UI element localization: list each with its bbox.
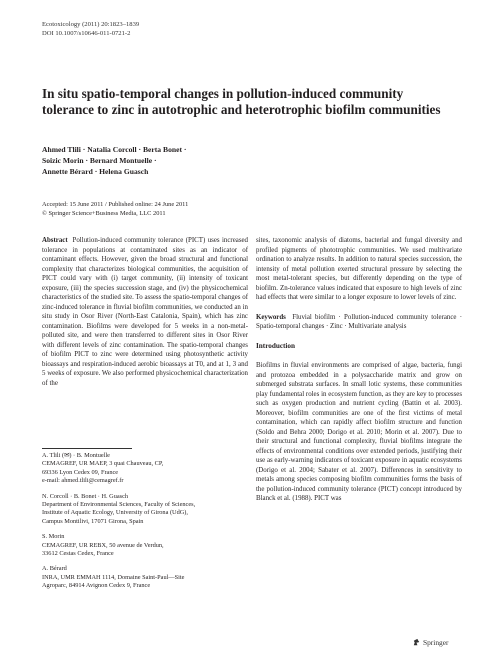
right-column bbox=[256, 236, 462, 504]
abstract-paragraph bbox=[42, 236, 248, 388]
article-title: In situ spatio-temporal changes in pollution-induced community tolerance to zinc in autotrophic and heterotrophic biofilm communities bbox=[42, 86, 441, 117]
keywords-paragraph bbox=[256, 313, 462, 332]
author-line: Annette Bérard · Helena Guasch bbox=[42, 167, 149, 176]
abstract-column bbox=[42, 236, 248, 388]
affiliation-line: Institute of Aquatic Ecology, University of Girona (UdG), bbox=[42, 509, 188, 517]
affiliation-block bbox=[42, 452, 248, 486]
intro-paragraph: Biofilms in fluvial environments are comprised of algae, bacteria, fungi and protozoa embedded in a polysaccharide matrix and grow on submerged substrata surfaces. In small lotic systems, these communities play fundamental roles in ecosystem function, as they are key to processes such as oxygen production and nutrient cycling (Battin et al. 2003). Moreover, biofilm communities are one of the first victims of metal contamination, which can rapidly affect biofilm structure and function (Soldo and Behra 2000; Dorigo et al. 2010; Morin et al. 2007). Due to their structural and functional complexity, fluvial biofilms integrate the effects of environmental conditions over extended periods, justifying their use as early-warning indicators of toxicant exposure in aquatic ecosystems (Dorigo et al. 2004; Sabater et al. 2007). Differences in sensitivity to metals among species composing biofilm communities forms the basis of the pollution-induced community tolerance (PICT) concept introduced by Blanck et al. (1988). PICT was bbox=[256, 362, 462, 502]
abstract-label: Abstract bbox=[42, 237, 68, 244]
affiliation-block bbox=[42, 493, 248, 527]
publisher-footer bbox=[412, 638, 448, 647]
affiliation-line: S. Morin bbox=[42, 533, 65, 541]
affiliation-line: Agroparc, 84914 Avignon Cedex 9, France bbox=[42, 582, 151, 590]
affiliation-line: 33612 Cestas Cedex, France bbox=[42, 550, 114, 558]
section-heading: Introduction bbox=[256, 341, 296, 350]
doi: DOI 10.1007/s10646-011-0721-2 bbox=[42, 30, 131, 37]
affiliation-line: CEMAGREF, UR MAEP, 3 quai Chauveau, CP, bbox=[42, 460, 164, 468]
author-line: Soizic Morin · Bernard Montuelle · bbox=[42, 156, 157, 165]
springer-logo-icon bbox=[412, 638, 421, 647]
keywords-label: Keywords bbox=[256, 313, 286, 321]
author-list bbox=[42, 144, 342, 177]
footnote-divider bbox=[42, 448, 132, 449]
abstract-text: Pollution-induced community tolerance (PICT) uses increased tolerance in populations at contaminated sites as an indicator of contaminant effects. However, given the broad structural and functional complexity that characterizes biological communities, the acquisition of PICT could vary with (i) target community, (ii) intensity of toxicant exposure, (iii) the species succession stage, and (iv) the physicochemical characteristics of the studied site. To assess the spatio-temporal changes of zinc-induced tolerance in fluvial biofilm communities, we conducted an in situ study in Osor River (North-East Catalonia, Spain), which has zinc contamination. Biofilms were developed for 5 weeks in a non-metal-polluted site, and were then transferred to different sites in Osor River with different levels of zinc contamination. The spatio-temporal changes of biofilm PICT to zinc were determined using photosynthetic activity bioassays and respiration-induced aerobic bioassays at T0, and at 1, 3 and 5 weeks of exposure. We also performed physicochemical characterization of the bbox=[42, 237, 249, 387]
accepted-date: Accepted: 15 June 2011 / Published online: 24 June 2011 bbox=[42, 201, 189, 208]
affiliation-line: 69336 Lyon Cedex 09, France bbox=[42, 468, 119, 476]
affiliation-line: CEMAGREF, UR REBX, 50 avenue de Verdun, bbox=[42, 541, 164, 549]
affiliation-line: A. Bérard bbox=[42, 565, 67, 573]
affiliation-line: Campus Montilivi, 17071 Girona, Spain bbox=[42, 517, 144, 525]
author-line: Ahmed Tlili · Natalia Corcoll · Berta Bonet · bbox=[42, 145, 187, 154]
affiliation-line: A. Tlili (✉) · B. Montuelle bbox=[42, 452, 110, 459]
affiliation-block bbox=[42, 533, 248, 558]
copyright: © Springer Science+Business Media, LLC 2011 bbox=[42, 210, 166, 217]
affiliation-line: INRA, UMR EMMAH 1114, Domaine Saint-Paul—Site bbox=[42, 573, 185, 581]
affiliation-line: N. Corcoll · B. Bonet · H. Guasch bbox=[42, 492, 129, 500]
publisher-name: Springer bbox=[423, 638, 449, 647]
publication-dates bbox=[42, 200, 342, 218]
affiliation-line: Department of Environmental Sciences, Faculty of Sciences, bbox=[42, 501, 196, 509]
journal-citation: Ecotoxicology (2011) 20:1823–1839 bbox=[42, 21, 140, 28]
email-link[interactable]: e-mail: ahmed.tlili@cemagref.fr bbox=[42, 477, 124, 485]
affiliations bbox=[42, 452, 248, 598]
affiliation-block bbox=[42, 565, 248, 590]
abstract-continued: sites, taxonomic analysis of diatoms, bacterial and fungal diversity and profiled pigments of phototrophic communities. We used multivariate ordination to analyze results. In addition to natural species succession, the intensity of metal pollution exerted structural pressure by selecting the most metal-tolerant species, but differently depending on the type of biofilm. Zn-tolerance values indicated that exposure to high levels of zinc had effects that were similar to a longer exposure to lower levels of zinc. bbox=[256, 237, 462, 301]
journal-header bbox=[42, 20, 139, 38]
keywords-text: Fluvial biofilm · Pollution-induced community tolerance · Spatio-temporal changes · Zinc · Multivariate analysis bbox=[256, 313, 462, 330]
